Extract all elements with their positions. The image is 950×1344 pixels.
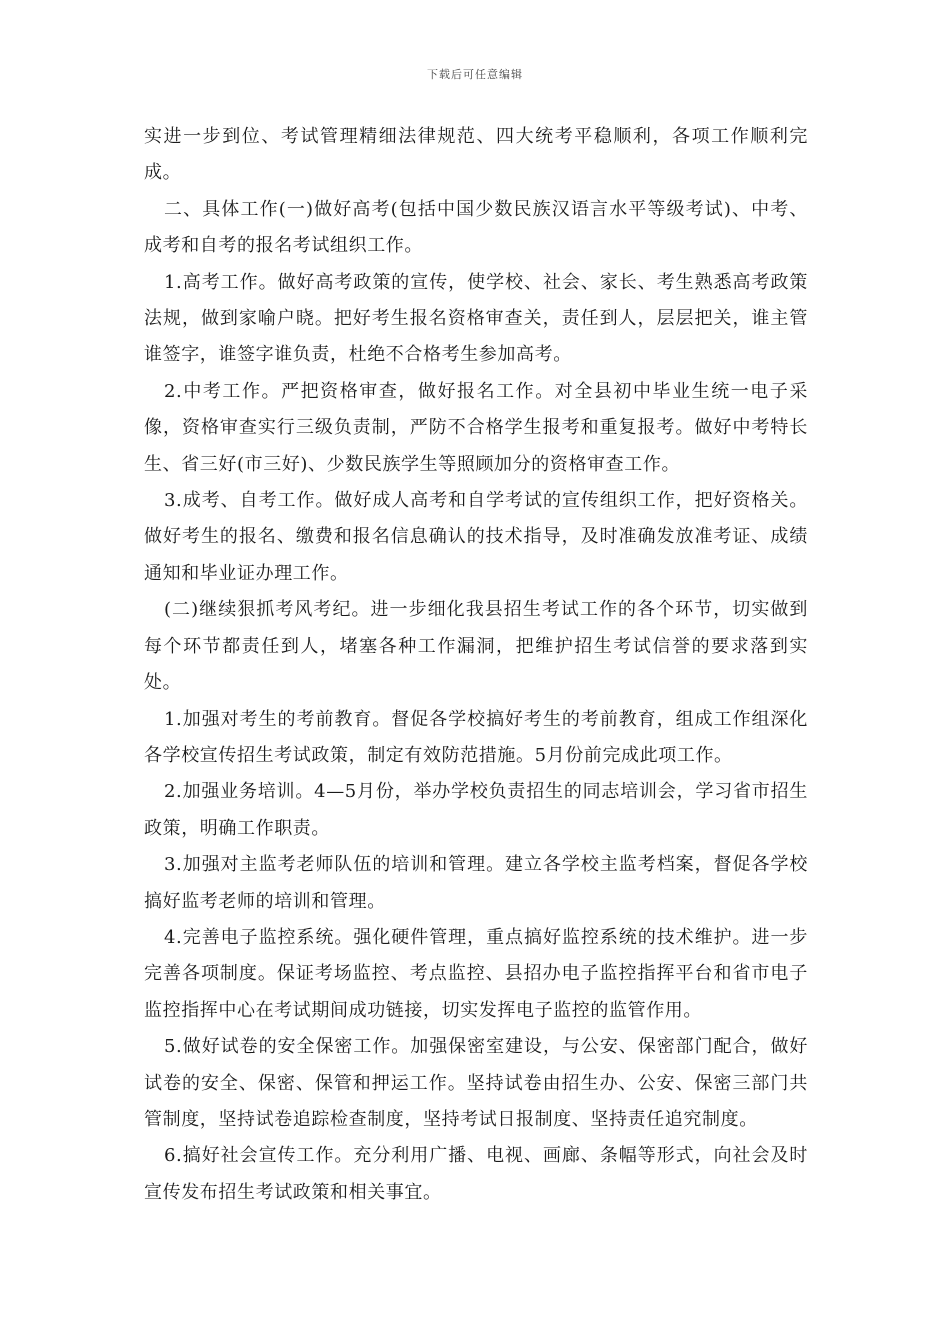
paragraph: 5.做好试卷的安全保密工作。加强保密室建设，与公安、保密部门配合，做好试卷的安全、保密、保管和押运工作。坚持试卷由招生办、公安、保密三部门共管制度，坚持试卷追踪检查制度，坚持考试日报制度、坚持责任追究制度。 xyxy=(144,1036,808,1130)
paragraph: 6.搞好社会宣传工作。充分利用广播、电视、画廊、条幅等形式，向社会及时宣传发布招生考试政策和相关事宜。 xyxy=(144,1145,808,1203)
paragraph: 3.加强对主监考老师队伍的培训和管理。建立各学校主监考档案，督促各学校搞好监考老师的培训和管理。 xyxy=(144,854,808,912)
paragraph: 4.完善电子监控系统。强化硬件管理，重点搞好监控系统的技术维护。进一步完善各项制度。保证考场监控、考点监控、县招办电子监控指挥平台和省市电子监控指挥中心在考试期间成功链接，切实发挥电子监控的监管作用。 xyxy=(144,926,808,1021)
paragraph: (二)继续狠抓考风考纪。进一步细化我县招生考试工作的各个环节，切实做到每个环节都责任到人，堵塞各种工作漏洞，把维护招生考试信誉的要求落到实处。 xyxy=(144,599,808,694)
paragraph: 2.加强业务培训。4—5月份，举办学校负责招生的同志培训会，学习省市招生政策，明确工作职责。 xyxy=(144,781,808,839)
document-body xyxy=(144,119,808,1211)
paragraph: 1.高考工作。做好高考政策的宣传，使学校、社会、家长、考生熟悉高考政策法规，做到家喻户晓。把好考生报名资格审查关，责任到人，层层把关，谁主管谁签字，谁签字谁负责，杜绝不合格考生参加高考。 xyxy=(144,271,808,366)
paragraph: 实进一步到位、考试管理精细法律规范、四大统考平稳顺利，各项工作顺利完成。 xyxy=(144,126,808,184)
paragraph: 2.中考工作。严把资格审查，做好报名工作。对全县初中毕业生统一电子采像，资格审查实行三级负责制，严防不合格学生报考和重复报考。做好中考特长生、省三好(市三好)、少数民族学生等照顾加分的资格审查工作。 xyxy=(144,380,808,475)
paragraph: 二、具体工作(一)做好高考(包括中国少数民族汉语言水平等级考试)、中考、成考和自考的报名考试组织工作。 xyxy=(144,198,808,257)
paragraph: 1.加强对考生的考前教育。督促各学校搞好考生的考前教育，组成工作组深化各学校宣传招生考试政策，制定有效防范措施。5月份前完成此项工作。 xyxy=(144,708,808,766)
paragraph: 3.成考、自考工作。做好成人高考和自学考试的宣传组织工作，把好资格关。做好考生的报名、缴费和报名信息确认的技术指导，及时准确发放准考证、成绩通知和毕业证办理工作。 xyxy=(144,490,808,584)
header-note: 下载后可任意编辑 xyxy=(427,68,523,81)
